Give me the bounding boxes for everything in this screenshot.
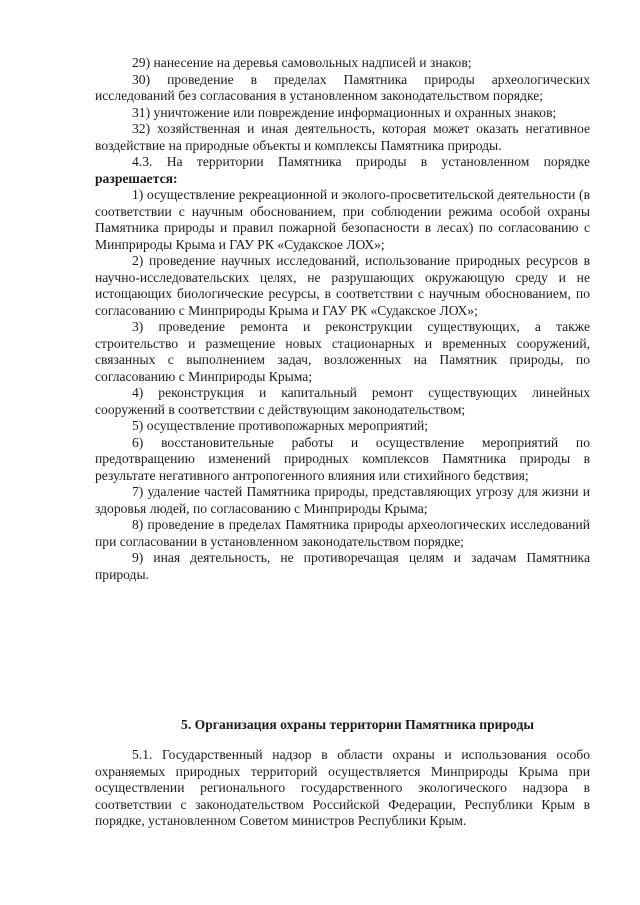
section-4-3-bold: разрешается: — [95, 170, 178, 186]
list-item: 4) реконструкция и капитальный ремонт существующих линейных сооружений в соответствии с действующим законодательством; — [95, 385, 590, 417]
list-item: 31) уничтожение или повреждение информационных и охранных знаков; — [132, 104, 557, 120]
list-item: 2) проведение научных исследований, использование природных ресурсов в научно-исследовательских целях, не разрушающих окружающую среду и не истощающих биологические ресурсы, в соответствии с научным обоснованием, по согласованию с Минприроды Крыма и ГАУ РК «Судакское ЛОХ»; — [95, 253, 590, 318]
section-heading: 5. Организация охраны территории Памятника природы — [181, 717, 534, 732]
list-item: 5) осуществление противопожарных мероприятий; — [132, 418, 429, 433]
list-item: 9) иная деятельность, не противоречащая целям и задачам Памятника природы. — [95, 550, 590, 582]
prohibited-items-continued — [95, 55, 590, 583]
list-item: 7) удаление частей Памятника природы, представляющих угрозу для жизни и здоровья людей, по согласованию с Минприроды Крыма; — [95, 484, 590, 516]
section-4-3-text: 4.3. На территории Памятника природы в установленном порядке — [132, 154, 590, 169]
list-item: 32) хозяйственная и иная деятельность, которая может оказать негативное воздействие на природные объекты и комплексы Памятника природы. — [95, 121, 590, 153]
list-item: 3) проведение ремонта и реконструкции существующих, а также строительство и размещение новых стационарных и временных сооружений, связанных с выполнением задач, возложенных на Памятник природы, по согласованию с Минприроды Крыма; — [95, 319, 590, 384]
section-4-3-intro — [95, 154, 590, 187]
list-item: 6) восстановительные работы и осуществление мероприятий по предотвращению изменений природных комплексов Памятника природы в результате негативного антропогенного влияния или стихийного бедствия; — [95, 434, 590, 483]
section-5-body — [95, 747, 590, 830]
list-item: 8) проведение в пределах Памятника природы археологических исследований при согласовании в установленном законодательством порядке; — [95, 517, 590, 549]
list-item: 30) проведение в пределах Памятника природы археологических исследований без согласования в установленном законодательством порядке; — [95, 71, 590, 103]
section-5-heading-block — [95, 717, 590, 734]
list-item: 1) осуществление рекреационной и эколого-просветительской деятельности (в соответствии с научным обоснованием, при соблюдении режима особой охраны Памятника природы и правил пожарной безопасности в лесах) по согласованию с Минприроды Крыма и ГАУ РК «Судакское ЛОХ»; — [95, 187, 590, 252]
section-5-1-paragraph: 5.1. Государственный надзор в области охраны и использования особо охраняемых природных территорий осуществляется Минприроды Крыма при осуществлении регионального государственного экологического надзора в соответствии с законодательством Российской Федерации, Республики Крым в порядке, установленном Советом министров Республики Крым. — [95, 747, 590, 828]
list-item: 29) нанесение на деревья самовольных надписей и знаков; — [132, 55, 472, 70]
